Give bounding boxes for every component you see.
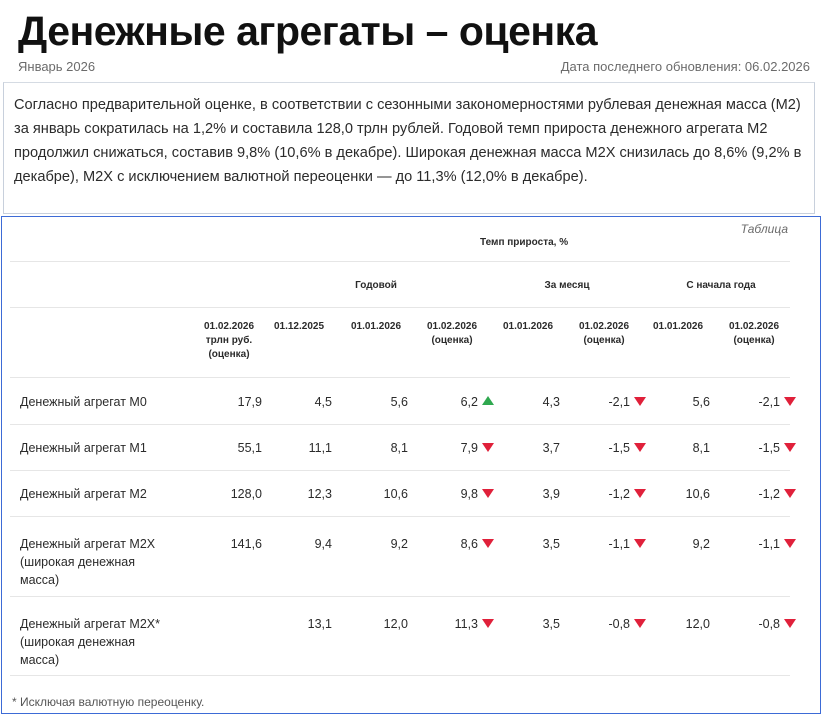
cell-value: 141,6 — [230, 537, 262, 551]
table-cell — [391, 393, 408, 411]
table-cell — [461, 535, 494, 553]
table-cell — [384, 615, 408, 633]
cell-value: 128,0 — [230, 487, 262, 501]
triangle-down-icon — [482, 443, 494, 452]
cell-value: 3,5 — [542, 617, 560, 631]
cell-value: 17,9 — [237, 395, 262, 409]
table-cell — [315, 393, 332, 411]
triangle-up-icon — [482, 396, 494, 405]
cell-value: 12,0 — [383, 617, 408, 631]
row-divider — [10, 596, 790, 597]
cell-value: -0,8 — [608, 617, 630, 631]
cell-value: -1,2 — [758, 487, 780, 501]
column-header: 01.02.2026 (оценка) — [578, 321, 630, 346]
row-divider — [10, 424, 790, 425]
table-cell — [693, 393, 710, 411]
cell-value: 12,3 — [307, 487, 332, 501]
aggregates-table — [1, 216, 821, 714]
page-title: Денежные агрегаты – оценка — [18, 8, 597, 54]
triangle-down-icon — [634, 443, 646, 452]
table-cell — [543, 439, 560, 457]
table-cell — [231, 485, 262, 503]
row-label: Денежный агрегат М0 — [20, 395, 147, 409]
triangle-down-icon — [784, 397, 796, 406]
table-caption: Таблица — [740, 222, 788, 236]
report-period: Январь 2026 — [18, 59, 96, 74]
cell-value: 9,2 — [692, 537, 710, 551]
cell-value: 3,9 — [542, 487, 560, 501]
table-cell — [391, 535, 408, 553]
row-divider — [10, 516, 790, 517]
table-footnote: * Исключая валютную переоценку. — [12, 695, 205, 709]
triangle-down-icon — [784, 489, 796, 498]
cell-value: 7,9 — [460, 441, 478, 455]
table-cell — [758, 393, 796, 411]
column-header: 01.12.2025 — [273, 321, 325, 332]
triangle-down-icon — [634, 539, 646, 548]
cell-value: 9,2 — [390, 537, 408, 551]
column-header: 01.01.2026 — [502, 321, 554, 332]
cell-value: 9,8 — [460, 487, 478, 501]
cell-value: 8,1 — [390, 441, 408, 455]
table-cell — [608, 535, 646, 553]
table-cell — [238, 393, 262, 411]
cell-value: 6,2 — [460, 395, 478, 409]
table-cell — [608, 393, 646, 411]
table-cell — [686, 485, 710, 503]
triangle-down-icon — [784, 539, 796, 548]
column-header: 01.01.2026 — [350, 321, 402, 332]
cell-value: 8,1 — [692, 441, 710, 455]
table-cell — [543, 393, 560, 411]
summary-text: Согласно предварительной оценке, в соответствии с сезонными закономерностями рублевая денежная масса (М2) за январь сократилась на 1,2% и составила 128,0 трлн рублей. Годовой темп прироста денежного агрегата М2 продолжил снижаться, составив 9,8% (10,6% в декабре). Широкая денежная масса М2Х снизилась до 8,6% (9,2% в декабре), М2Х с исключением валютной переоценки — до 11,3% (12,0% в декабре). — [14, 97, 802, 185]
triangle-down-icon — [784, 619, 796, 628]
cell-value: -1,5 — [608, 441, 630, 455]
cell-value: -1,2 — [608, 487, 630, 501]
annual-header: Годовой — [355, 280, 397, 291]
row-label: Денежный агрегат М2Х (широкая денежная масса) — [20, 537, 156, 587]
cell-value: 3,7 — [542, 441, 560, 455]
cell-value: 3,5 — [542, 537, 560, 551]
cell-value: -2,1 — [608, 395, 630, 409]
cell-value: 8,6 — [460, 537, 478, 551]
table-cell — [461, 393, 494, 411]
cell-value: 11,1 — [308, 441, 332, 455]
cell-value: 10,6 — [685, 487, 710, 501]
triangle-down-icon — [634, 397, 646, 406]
ytd-header: С начала года — [686, 280, 756, 291]
column-header: 01.02.2026 (оценка) — [426, 321, 478, 346]
cell-value: -1,5 — [758, 441, 780, 455]
row-divider — [10, 470, 790, 471]
column-header: 01.02.2026 трлн руб. (оценка) — [203, 321, 255, 360]
table-cell — [455, 615, 494, 633]
row-label: Денежный агрегат М2 — [20, 487, 147, 501]
table-cell — [758, 615, 796, 633]
triangle-down-icon — [634, 489, 646, 498]
column-header: 01.02.2026 (оценка) — [728, 321, 780, 346]
cell-value: 5,6 — [390, 395, 408, 409]
row-label: Денежный агрегат М1 — [20, 441, 147, 455]
cell-value: 12,0 — [685, 617, 710, 631]
table-cell — [758, 485, 796, 503]
table-cell — [608, 615, 646, 633]
cell-value: -2,1 — [758, 395, 780, 409]
cell-value: 4,3 — [542, 395, 560, 409]
table-cell — [461, 439, 494, 457]
cell-value: 55,1 — [237, 441, 262, 455]
table-cell — [543, 615, 560, 633]
table-cell — [384, 485, 408, 503]
table-cell — [308, 485, 332, 503]
divider — [10, 307, 790, 308]
table-cell — [315, 535, 332, 553]
table-cell — [608, 439, 646, 457]
table-cell — [543, 485, 560, 503]
triangle-down-icon — [482, 539, 494, 548]
cell-value: 11,3 — [454, 617, 478, 631]
divider — [10, 377, 790, 378]
cell-value: 13,1 — [307, 617, 332, 631]
cell-value: 4,5 — [314, 395, 332, 409]
divider — [10, 261, 790, 262]
monthly-header: За месяц — [544, 280, 590, 291]
triangle-down-icon — [482, 489, 494, 498]
triangle-down-icon — [482, 619, 494, 628]
triangle-down-icon — [784, 443, 796, 452]
row-label: Денежный агрегат М2Х* (широкая денежная масса) — [20, 617, 160, 667]
table-cell — [758, 439, 796, 457]
table-cell — [391, 439, 408, 457]
cell-value: -1,1 — [608, 537, 630, 551]
table-cell — [608, 485, 646, 503]
table-cell — [309, 439, 332, 457]
cell-value: -1,1 — [758, 537, 780, 551]
row-divider — [10, 675, 790, 676]
cell-value: -0,8 — [758, 617, 780, 631]
triangle-down-icon — [634, 619, 646, 628]
last-updated-date: Дата последнего обновления: 06.02.2026 — [560, 59, 810, 74]
cell-value: 9,4 — [314, 537, 332, 551]
summary-box — [3, 82, 815, 214]
table-cell — [238, 439, 262, 457]
table-cell — [693, 439, 710, 457]
growth-rate-header: Темп прироста, % — [480, 237, 569, 248]
cell-value: 5,6 — [692, 395, 710, 409]
table-cell — [543, 535, 560, 553]
table-cell — [758, 535, 796, 553]
table-cell — [231, 535, 262, 553]
column-header: 01.01.2026 — [652, 321, 704, 332]
table-cell — [308, 615, 332, 633]
cell-value: 10,6 — [383, 487, 408, 501]
table-cell — [461, 485, 494, 503]
table-cell — [686, 615, 710, 633]
table-cell — [693, 535, 710, 553]
